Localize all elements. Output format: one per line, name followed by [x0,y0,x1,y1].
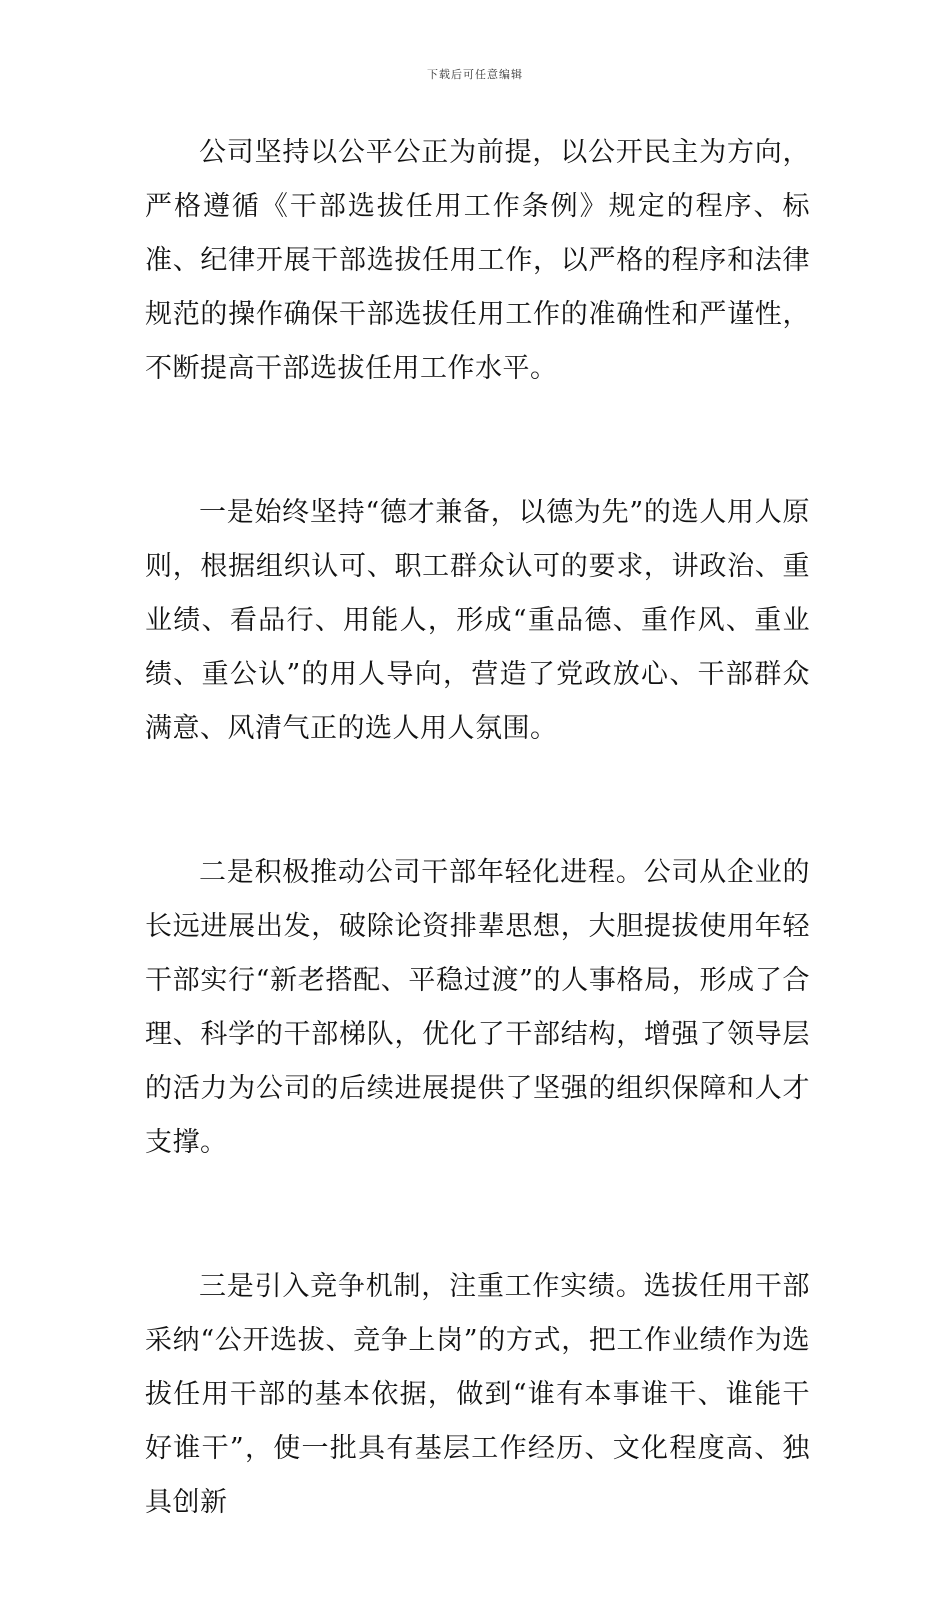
page-header: 下载后可任意编辑 [427,68,523,81]
paragraph-intro: 公司坚持以公平公正为前提，以公开民主为方向，严格遵循《干部选拔任用工作条例》规定的程序、标准、纪律开展干部选拔任用工作，以严格的程序和法律规范的操作确保干部选拔任用工作的准确性和严谨性，不断提高干部选拔任用工作水平。 [145,137,810,384]
document-body [145,126,810,1620]
paragraph-point-two: 二是积极推动公司干部年轻化进程。公司从企业的长远进展出发，破除论资排辈思想，大胆提拔使用年轻干部实行“新老搭配、平稳过渡”的人事格局，形成了合理、科学的干部梯队，优化了干部结构，增强了领导层的活力为公司的后续进展提供了坚强的组织保障和人才支撑。 [145,857,810,1158]
paragraph-point-three: 三是引入竞争机制，注重工作实绩。选拔任用干部采纳“公开选拔、竞争上岗”的方式，把工作业绩作为选拔任用干部的基本依据，做到“谁有本事谁干、谁能干好谁干”，使一批具有基层工作经历、文化程度高、独具创新 [145,1271,810,1518]
paragraph-point-one: 一是始终坚持“德才兼备，以德为先”的选人用人原则，根据组织认可、职工群众认可的要求，讲政治、重业绩、看品行、用能人，形成“重品德、重作风、重业绩、重公认”的用人导向，营造了党政放心、干部群众满意、风清气正的选人用人氛围。 [145,497,810,744]
